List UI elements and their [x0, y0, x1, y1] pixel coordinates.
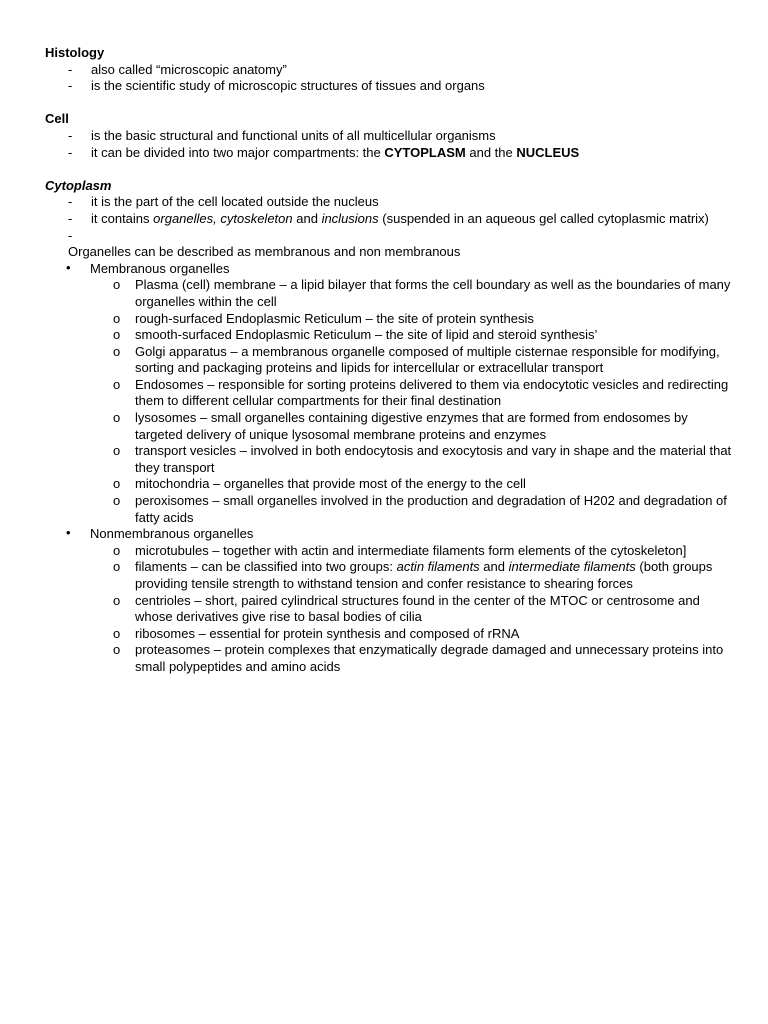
list-item: o smooth-surfaced Endoplasmic Reticulum – the site of lipid and steroid synthesis’: [113, 327, 598, 343]
list-item: - is the scientific study of microscopic structures of tissues and organs: [68, 78, 485, 94]
heading-cytoplasm: Cytoplasm: [45, 177, 112, 193]
heading-cell: Cell: [45, 111, 69, 127]
list-item: o mitochondria – organelles that provide most of the energy to the cell: [113, 476, 526, 492]
sub-mark: o: [113, 625, 121, 641]
sub-mark: o: [113, 592, 121, 608]
list-item: o rough-surfaced Endoplasmic Reticulum – the site of protein synthesis: [113, 310, 534, 326]
organelles-intro: Organelles can be described as membranous and non membranous: [68, 244, 461, 260]
sub-mark: o: [113, 343, 121, 359]
list-item: o filaments – can be classified into two groups: actin filaments and intermediate filaments (both groups providing tensile strength to withstand tension and confer resistance to shearing forces: [113, 559, 713, 591]
empty-list-item: [45, 228, 735, 245]
dash-mark: -: [68, 144, 73, 160]
sub-mark: o: [113, 277, 121, 293]
dash-mark: -: [68, 227, 73, 243]
dash-mark: -: [68, 194, 73, 210]
sub-mark: o: [113, 542, 121, 558]
section-histology: [45, 45, 735, 95]
membranous-organelles: • Membranous organelles: [66, 259, 230, 276]
document-page: [45, 45, 735, 692]
term-nucleus: NUCLEUS: [516, 144, 580, 160]
list-item: o transport vesicles – involved in both endocytosis and exocytosis and vary in shape and the material that they transport: [113, 443, 732, 475]
sub-mark: o: [113, 642, 121, 658]
sub-mark: o: [113, 476, 121, 492]
dash-mark: -: [68, 210, 73, 226]
list-item: o Plasma (cell) membrane – a lipid bilayer that forms the cell boundary as well as the boundaries of many organelles within the cell: [113, 277, 731, 309]
list-item: o Golgi apparatus – a membranous organelle composed of multiple cisternae responsible for modifying, sorting and packaging proteins and lipids for intercellular or extracellular transport: [113, 343, 720, 376]
sub-mark: o: [113, 493, 121, 509]
nonmembranous-organelles: • Nonmembranous organelles: [66, 525, 254, 542]
sub-mark: o: [113, 376, 121, 392]
dash-mark: -: [68, 61, 73, 77]
sub-mark: o: [113, 443, 121, 459]
sub-mark: o: [113, 327, 121, 343]
list-item: o centrioles – short, paired cylindrical structures found in the center of the MTOC or centrosome and whose derivatives give rise to basal bodies of cilia: [113, 592, 700, 625]
sub-mark: o: [113, 559, 121, 575]
dash-mark: -: [68, 78, 73, 94]
bullet-mark: •: [66, 259, 71, 275]
sub-mark: o: [113, 410, 121, 426]
list-item: - it can be divided into two major compartments: the CYTOPLASM and the NUCLEUS: [68, 144, 580, 160]
list-item: - is the basic structural and functional units of all multicellular organisms: [68, 127, 496, 143]
list-item: o peroxisomes – small organelles involved in the production and degradation of H202 and degradation of fatty acids: [113, 493, 727, 525]
section-cytoplasm: [45, 178, 735, 676]
list-item: o lysosomes – small organelles containing digestive enzymes that are formed from endosomes by targeted delivery of unique lysosomal membrane proteins and enzymes: [113, 410, 688, 442]
list-item: - it contains organelles, cytoskeleton and inclusions (suspended in an aqueous gel called cytoplasmic matrix): [68, 210, 709, 226]
list-item: - it is the part of the cell located outside the nucleus: [68, 194, 379, 210]
list-item: - also called “microscopic anatomy”: [68, 61, 287, 77]
dash-mark: -: [68, 127, 73, 143]
heading-histology: Histology: [45, 45, 105, 60]
section-cell: [45, 111, 735, 161]
list-item: o microtubules – together with actin and intermediate filaments form elements of the cytoskeleton]: [113, 542, 687, 558]
list-item: o ribosomes – essential for protein synthesis and composed of rRNA: [113, 625, 520, 641]
bullet-mark: •: [66, 525, 71, 541]
list-item: o Endosomes – responsible for sorting proteins delivered to them via endocytotic vesicles and redirecting them to different cellular compartments for their final destination: [113, 376, 729, 409]
sub-mark: o: [113, 310, 121, 326]
term-cytoplasm: CYTOPLASM: [384, 144, 466, 160]
list-item: o proteasomes – protein complexes that enzymatically degrade damaged and unnecessary proteins into small polypeptides and amino acids: [113, 642, 724, 674]
